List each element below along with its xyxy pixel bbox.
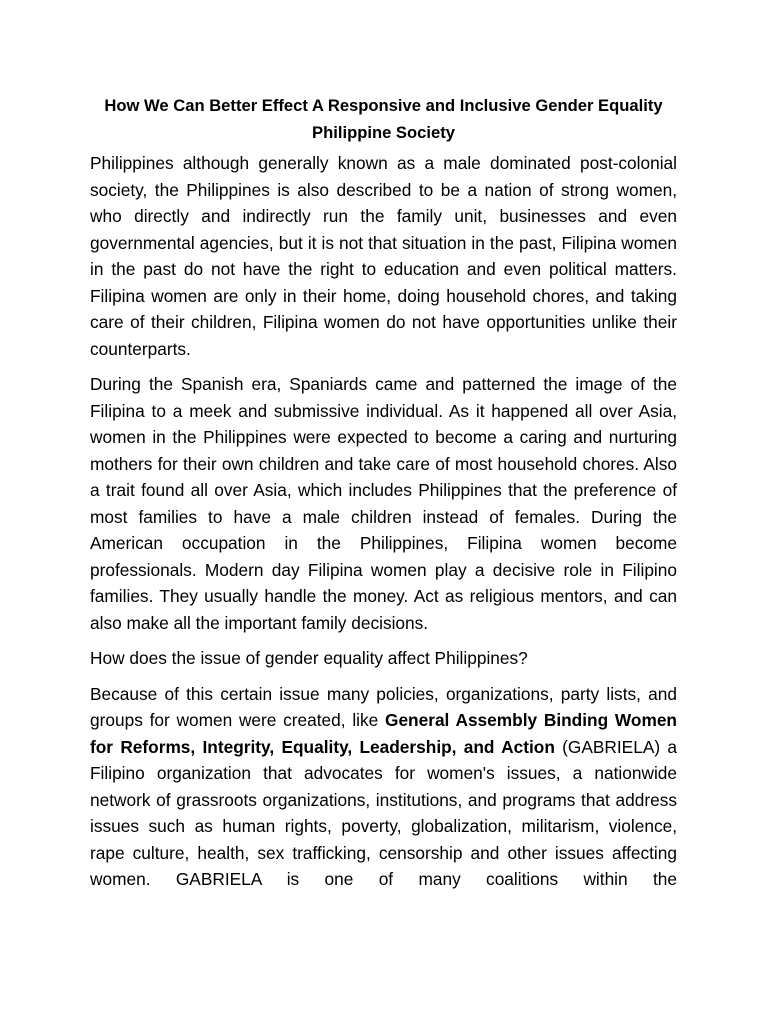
paragraph-gabriela-rest: (GABRIELA) a Filipino organization that advocates for women's issues, a nationwide network of grassroots organizations, institutions, and programs that address issues such as human rights, poverty, globalization, militarism, violence, rape culture, health, sex trafficking, censorship and other issues affecting women. GABRIELA is one of many coalitions within the: [90, 736, 677, 889]
paragraph-gabriela: [90, 681, 677, 893]
paragraph-gabriela-intro: Because of this certain issue many policies, organizations, party lists, and groups for women were created, like: [90, 683, 677, 730]
document-page: [90, 92, 677, 902]
document-title: How We Can Better Effect A Responsive and Inclusive Gender Equality Philippine Society: [104, 96, 663, 142]
paragraph-spanish-era: During the Spanish era, Spaniards came and patterned the image of the Filipina to a meek and submissive individual. As it happened all over Asia, women in the Philippines were expected to become a caring and nurturing mothers for their own children and take care of most household chores. Also a trait found all over Asia, which includes Philippines that the preference of most families to have a male children instead of females. During the American occupation in the Philippines, Filipina women become professionals. Modern day Filipina women play a decisive role in Filipino families. They usually handle the money. Act as religious mentors, and can also make all the important family decisions.: [90, 374, 677, 633]
question-heading: How does the issue of gender equality affect Philippines?: [90, 648, 528, 668]
gabriela-full-name: General Assembly Binding Women for Reforms, Integrity, Equality, Leadership, and Action: [90, 710, 677, 757]
paragraph-male-dominated-society: Philippines although generally known as a male dominated post-colonial society, the Philippines is also described to be a nation of strong women, who directly and indirectly run the family unit, businesses and even governmental agencies, but it is not that situation in the past, Filipina women in the past do not have the right to education and even political matters. Filipina women are only in their home, doing household chores, and taking care of their children, Filipina women do not have opportunities unlike their counterparts.: [90, 153, 677, 359]
